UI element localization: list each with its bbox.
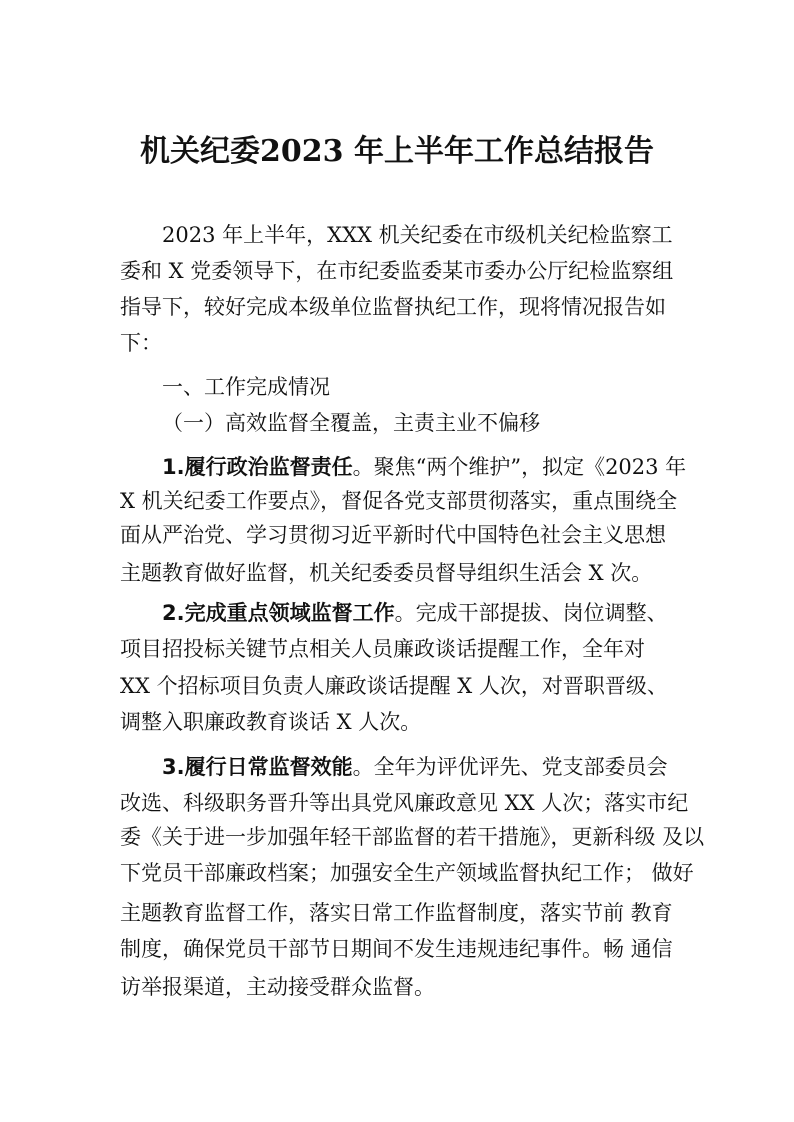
item1-line: 面从严治党、学习贯彻习近平新时代中国特色社会主义思想 — [120, 523, 666, 547]
item3-line: 委《关于进一步加强年轻干部监督的若干措施》，更新科级 及以 — [120, 825, 705, 849]
item2-text: 。完成干部提拔、岗位调整、 — [394, 601, 668, 625]
section-heading: 一、工作完成情况 — [162, 375, 330, 399]
item3-line: 制度，确保党员干部节日期间不发生违规违纪事件。畅 通信 — [120, 937, 673, 961]
item1-line: 主题教育做好监督，机关纪委委员督导组织生活会 X 次。 — [120, 561, 653, 585]
item2-label: 2.完成重点领域监督工作 — [162, 601, 395, 625]
intro-line: 下： — [120, 331, 162, 355]
item3-line: 访举报渠道，主动接受群众监督。 — [120, 975, 435, 999]
item1-text: 。聚焦“两个维护”，拟定《2023 年 — [352, 455, 687, 479]
item3-label: 3.履行日常监督效能 — [162, 755, 353, 779]
item2-first-line — [162, 598, 794, 628]
item3-line: 主题教育监督工作，落实日常工作监督制度，落实节前 教育 — [120, 901, 673, 925]
intro-line: 指导下，较好完成本级单位监督执纪工作，现将情况报告如 — [120, 295, 666, 319]
item3-text: 。全年为评优评先、党支部委员会 — [352, 755, 668, 779]
item1-first-line — [162, 452, 794, 482]
item2-line: 调整入职廉政教育谈话 X 人次。 — [120, 710, 422, 734]
item3-first-line — [162, 752, 794, 782]
item3-line: 下党员干部廉政档案；加强安全生产领域监督执纪工作； 做好 — [120, 861, 694, 885]
item2-line: 项目招投标关键节点相关人员廉政谈话提醒工作，全年对 — [120, 637, 645, 661]
document-title: 机关纪委2023 年上半年工作总结报告 — [140, 134, 654, 169]
intro-line: 委和 X 党委领导下，在市纪委监委某市委办公厅纪检监察组 — [120, 259, 674, 283]
item1-line: X 机关纪委工作要点》，督促各党支部贯彻落实，重点围绕全 — [120, 489, 678, 513]
subsection-heading: （一）高效监督全覆盖，主责主业不偏移 — [162, 411, 540, 435]
item2-line: XX 个招标项目负责人廉政谈话提醒 X 人次，对晋职晋级、 — [120, 674, 668, 698]
item1-label: 1.履行政治监督责任 — [162, 455, 353, 479]
intro-line: 2023 年上半年，XXX 机关纪委在市级机关纪检监察工 — [162, 223, 673, 247]
item3-line: 改选、科级职务晋升等出具党风廉政意见 XX 人次；落实市纪 — [120, 791, 689, 815]
